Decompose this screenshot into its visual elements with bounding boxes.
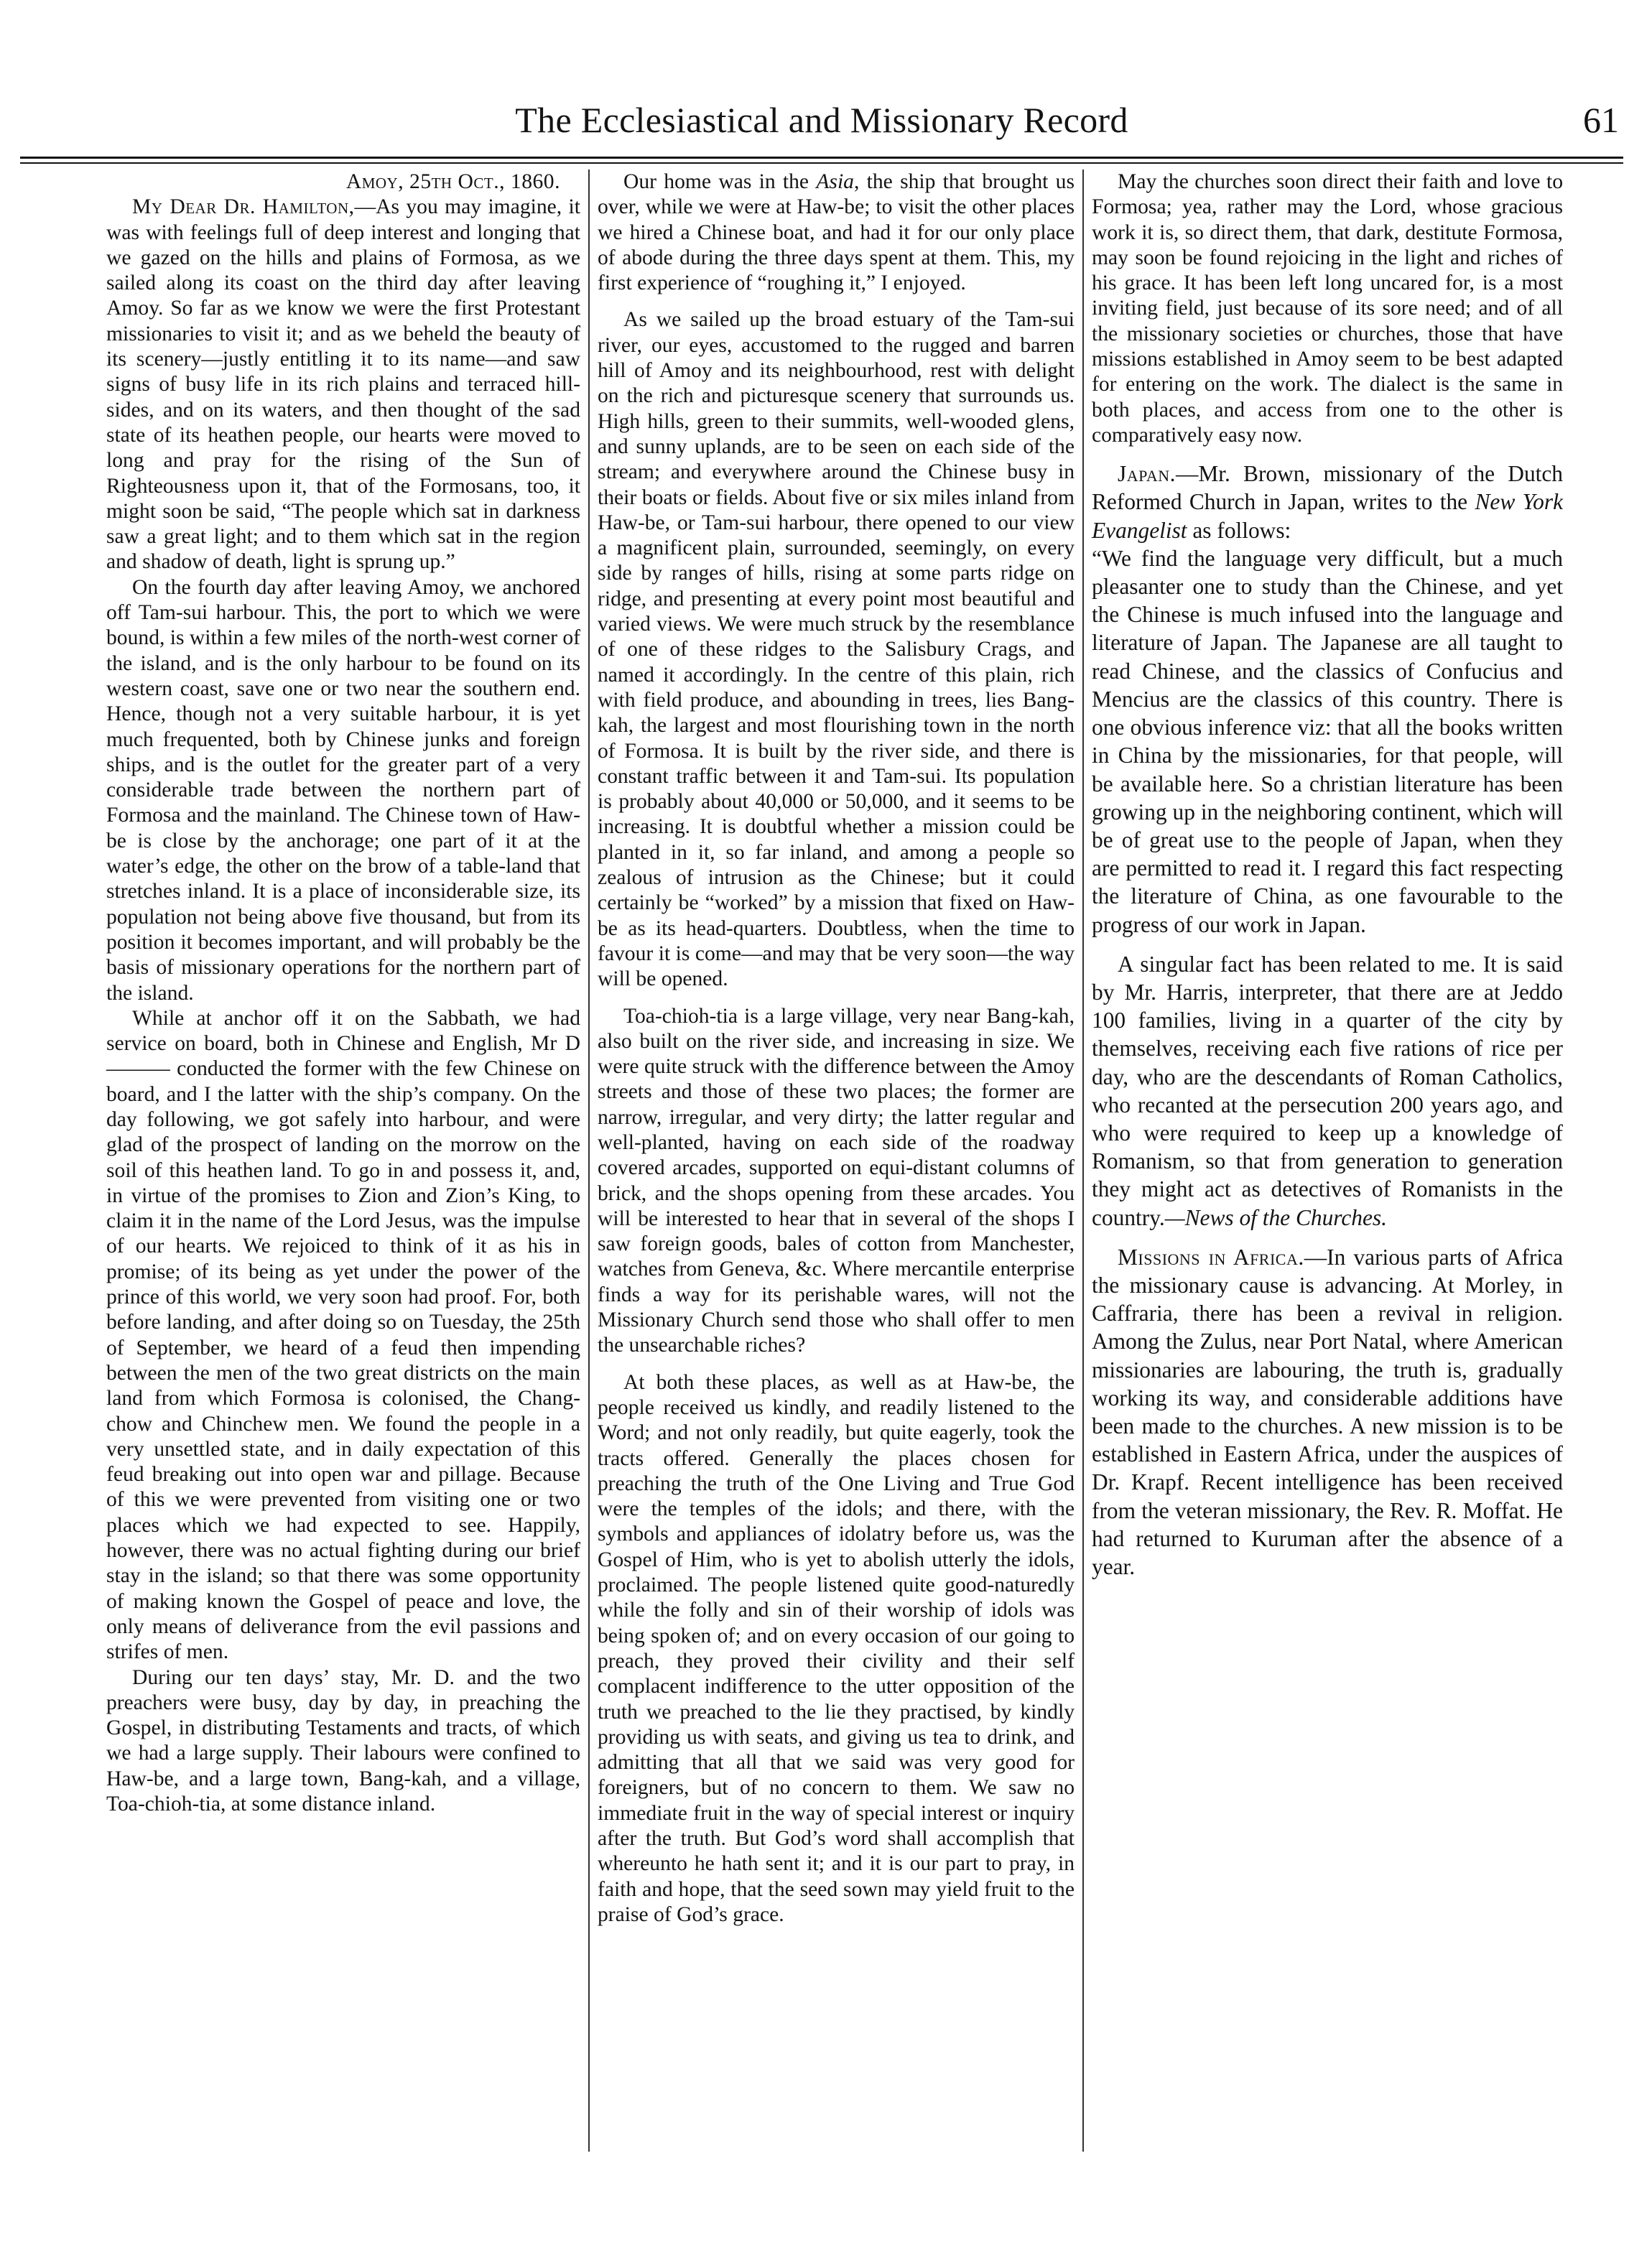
column-1 xyxy=(106,169,580,1817)
africa-paragraph xyxy=(1092,1243,1563,1581)
running-header xyxy=(20,85,1623,142)
header-rule xyxy=(20,157,1623,159)
letter-paragraph-text: Our home was in the xyxy=(623,170,817,193)
japan-intro xyxy=(1092,460,1563,544)
section-text: —In various parts of Africa the missionary cause is advancing. At Morley, in Caffraria, there has been a revival in religion. Among the Zulus, near Port Natal, where American missionaries are labouring, the truth is, gradually working its way, and considerable additions have been made to the churches. A new mission is to be established in Eastern Africa, under the auspices of Dr. Krapf. Recent intelligence has been received from the veteran missionary, the Rev. R. Moffat. He had returned to Kuruman after the absence of a year. xyxy=(1092,1244,1563,1579)
section-heading: Missions in Africa. xyxy=(1118,1244,1304,1270)
section-text: as follows: xyxy=(1187,517,1291,543)
column-3 xyxy=(1092,169,1563,1581)
japan-quote: “We find the language very difficult, but a much pleasanter one to study than the Chinese, and yet the Chinese is much infused into the language and literature of Japan. The Japanese are all taught to read Chinese, and the classics of Confucius and Mencius are the classics of this country. There is one obvious inference viz: that all the books written in China by the missionaries, for that people, will be available here. So a christian literature has been growing up in the neighboring continent, which will be of great use to the people of Japan, when they are permitted to read it. I regard this fact respecting the literature of China, as one favourable to the progress of our work in Japan. xyxy=(1092,545,1563,937)
column-2 xyxy=(598,169,1075,1928)
letter-paragraph: At both these places, as well as at Haw-be, the people received us kindly, and readily listened to the Word; and not only readily, but quite eagerly, took the tracts offered. Generally the places chosen for preaching the truth of the One Living and True God were the temples of the idols; and there, with the symbols and appliances of idolatry before us, was the Gospel of Him, who is yet to abolish utterly the idols, proclaimed. The people listened quite good-naturedly while the folly and sin of their worship of idols was being spoken of; and on every occasion of our going to preach, they proved their civility and their self complacent indifference to the utter opposition of the truth we preached to the lie they practised, by kindly providing us with seats, and giving us tea to drink, and admitting that all that we said was very good for foreigners, but of no concern to them. We saw no immediate fruit in the way of special interest or inquiry after the truth. But God’s word shall accomplish that whereunto he hath sent it; and it is our part to pray, in faith and hope, that the seed sown may yield fruit to the praise of God’s grace. xyxy=(598,1370,1075,1926)
letter-paragraph: While at anchor off it on the Sabbath, we had service on board, both in Chinese and English, Mr D——— conducted the former with the few Chinese on board, and I the latter with the ship’s company. On the day following, we got safely into harbour, and were glad of the prospect of landing on the morrow on the soil of this heathen land. To go in and possess it, and, in virtue of the promises to Zion and Zion’s King, to claim it in the name of the Lord Jesus, was the impulse of our hearts. We rejoiced to think of it as his in promise; of its being as yet under the power of the prince of this world, we very soon had proof. For, both before landing, and after doing so on Tuesday, the 25th of September, we heard of a feud then impending between the men of the two great districts on the main land from which Formosa is colonised, the Chang-chow and Chinchew men. We found the people in a very unsettled state, and in daily expectation of this feud breaking out into open war and pillage. Because of this we were prevented from visiting one or two places which we had expected to see. Happily, however, there was no actual fighting during our brief stay in the island; so that there was some opportunity of making known the Gospel of peace and love, the only means of deliverance from the evil passions and strifes of men. xyxy=(106,1006,580,1664)
ship-name: Asia xyxy=(816,170,854,193)
japan-paragraph xyxy=(1092,950,1563,1232)
letter-paragraph: As we sailed up the broad estuary of the Tam-sui river, our eyes, accustomed to the rugged and barren hill of Amoy and its neighbourhood, rest with delight on the rich and picturesque scenery that surrounds us. High hills, green to their summits, well-wooded glens, and sunny uplands, are to be seen on each side of the stream; and everywhere around the Chinese busy in their boats or fields. About five or six miles inland from Haw-be, or Tam-sui harbour, there opened to our view a magnificent plain, surrounded, seemingly, on every side by ranges of hills, rising at some parts ridge on ridge, and presenting at every point most beautiful and varied views. We were much struck by the resemblance of one of these ridges to the Salisbury Crags, and named it accordingly. In the centre of this plain, rich with field produce, and abounding in trees, lies Bang-kah, the largest and most flourishing town in the north of Formosa. It is built by the river side, and there is constant traffic between it and Tam-sui. Its population is probably about 40,000 or 50,000, and it seems to be increasing. It is doubtful whether a mission could be planted in it, so far inland, and among a people so zealous of intrusion as the Chinese; but it could certainly be “worked” by a mission that fixed on Haw-be as its head-quarters. Doubtless, when the time to favour it is come—and may that be very soon—the way will be opened. xyxy=(598,308,1075,991)
letter-dateline: Amoy, 25th Oct., 1860. xyxy=(345,170,560,193)
letter-paragraph xyxy=(106,195,580,575)
letter-paragraph-text: —As you may imagine, it was with feelings full of deep interest and longing that we gazed on the hills and plains of Formosa, as we sailed along its coast on the third day after leaving Amoy. So far as we know we were the first Protestant missionaries to visit it; and as we beheld the beauty of its scenery—justly entitling it to its name—and saw signs of busy life in its rich plains and terraced hill-sides, and on its waters, and then thought of the sad state of its heathen people, our hearts were moved to long and pray for the rising of the Sun of Righteousness upon it, that of the Formosans, too, it might soon be said, “The people which sat in darkness saw a great light; and to them which sat in the region and shadow of death, light is sprung up.” xyxy=(106,195,581,574)
letter-salutation: My Dear Dr. Hamilton, xyxy=(132,195,355,219)
column-divider xyxy=(588,169,590,2152)
publication-name: New York Evangelist xyxy=(1092,489,1564,543)
section-heading: Japan. xyxy=(1118,461,1176,487)
letter-paragraph xyxy=(598,169,1075,296)
letter-paragraph: During our ten days’ stay, Mr. D. and the two preachers were busy, day by day, in preaching the Gospel, in distributing Testaments and tracts, of which we had a large supply. Their labours were confined to Haw-be, and a large town, Bang-kah, and a village, Toa-chioh-tia, at some distance inland. xyxy=(106,1665,580,1816)
letter-paragraph: On the fourth day after leaving Amoy, we anchored off Tam-sui harbour. This, the port to which we were bound, is within a few miles of the north-west corner of the island, and is the only harbour to be found on its western coast, save one or two near the southern end. Hence, though not a very suitable harbour, it is yet much frequented, both by Chinese junks and foreign ships, and is the outlet for the greater part of a very considerable trade between the northern part of Formosa and the mainland. The Chinese town of Haw-be is close by the anchorage; one part of it at the water’s edge, the other on the brow of a table-land that stretches inland. It is a place of inconsiderable size, its population not being above five thousand, but from its position it becomes important, and will probably be the basis of missionary operations for the northern part of the island. xyxy=(106,575,580,1005)
column-divider xyxy=(1082,169,1084,2152)
letter-paragraph-text: , the ship that brought us over, while we were at Haw-be; to visit the other places we hired a Chinese boat, and had it for our only place of abode during the three days spent at them. This, my first experience of “roughing it,” I enjoyed. xyxy=(598,170,1075,295)
letter-paragraph: Toa-chioh-tia is a large village, very near Bang-kah, also built on the river side, and increasing in size. We were quite struck with the difference between the Amoy streets and those of these two places; the former are narrow, irregular, and very dirty; the latter regular and well-planted, having on each side of the roadway covered arcades, supported on equi-distant columns of brick, and the shops opening from these arcades. You will be interested to hear that in several of the shops I saw foreign goods, bales of cotton from Manchester, watches from Geneva, &c. Where mercantile enterprise finds a way for its perishable wares, will not the Missionary Church send those who shall offer to men the unsearchable riches? xyxy=(598,1004,1075,1357)
section-text: —Mr. Brown, missionary of the Dutch Reformed Church in Japan, writes to the xyxy=(1092,461,1563,515)
page-number: 61 xyxy=(1583,100,1619,140)
header-rule-thin xyxy=(20,162,1623,164)
letter-paragraph: May the churches soon direct their faith and love to Formosa; yea, rather may the Lord, whose gracious work it is, so direct them, that dark, destitute Formosa, may soon be found rejoicing in the light and riches of his grace. It has been left long uncared for, is a most inviting field, just because of its sore need; and of all the missionary societies or churches, those that have missions established in Amoy seem to be best adapted for entering on the work. The dialect is the same in both places, and access from one to the other is comparatively easy now. xyxy=(1092,170,1563,447)
running-title: The Ecclesiastical and Missionary Record xyxy=(515,100,1128,140)
section-text: A singular fact has been related to me. It is said by Mr. Harris, interpreter, that there are at Jeddo 100 families, living in a quarter of the city by themselves, receiving each five rations of rice per day, who are the descendants of Roman Catholics, who recanted at the persecution 200 years ago, and who were required to keep up a knowledge of Romanism, so that from generation to generation they might act as detectives of Romanists in the country. xyxy=(1092,951,1563,1230)
japan-section xyxy=(1092,460,1563,1581)
source-citation: —News of the Churches. xyxy=(1164,1204,1387,1230)
